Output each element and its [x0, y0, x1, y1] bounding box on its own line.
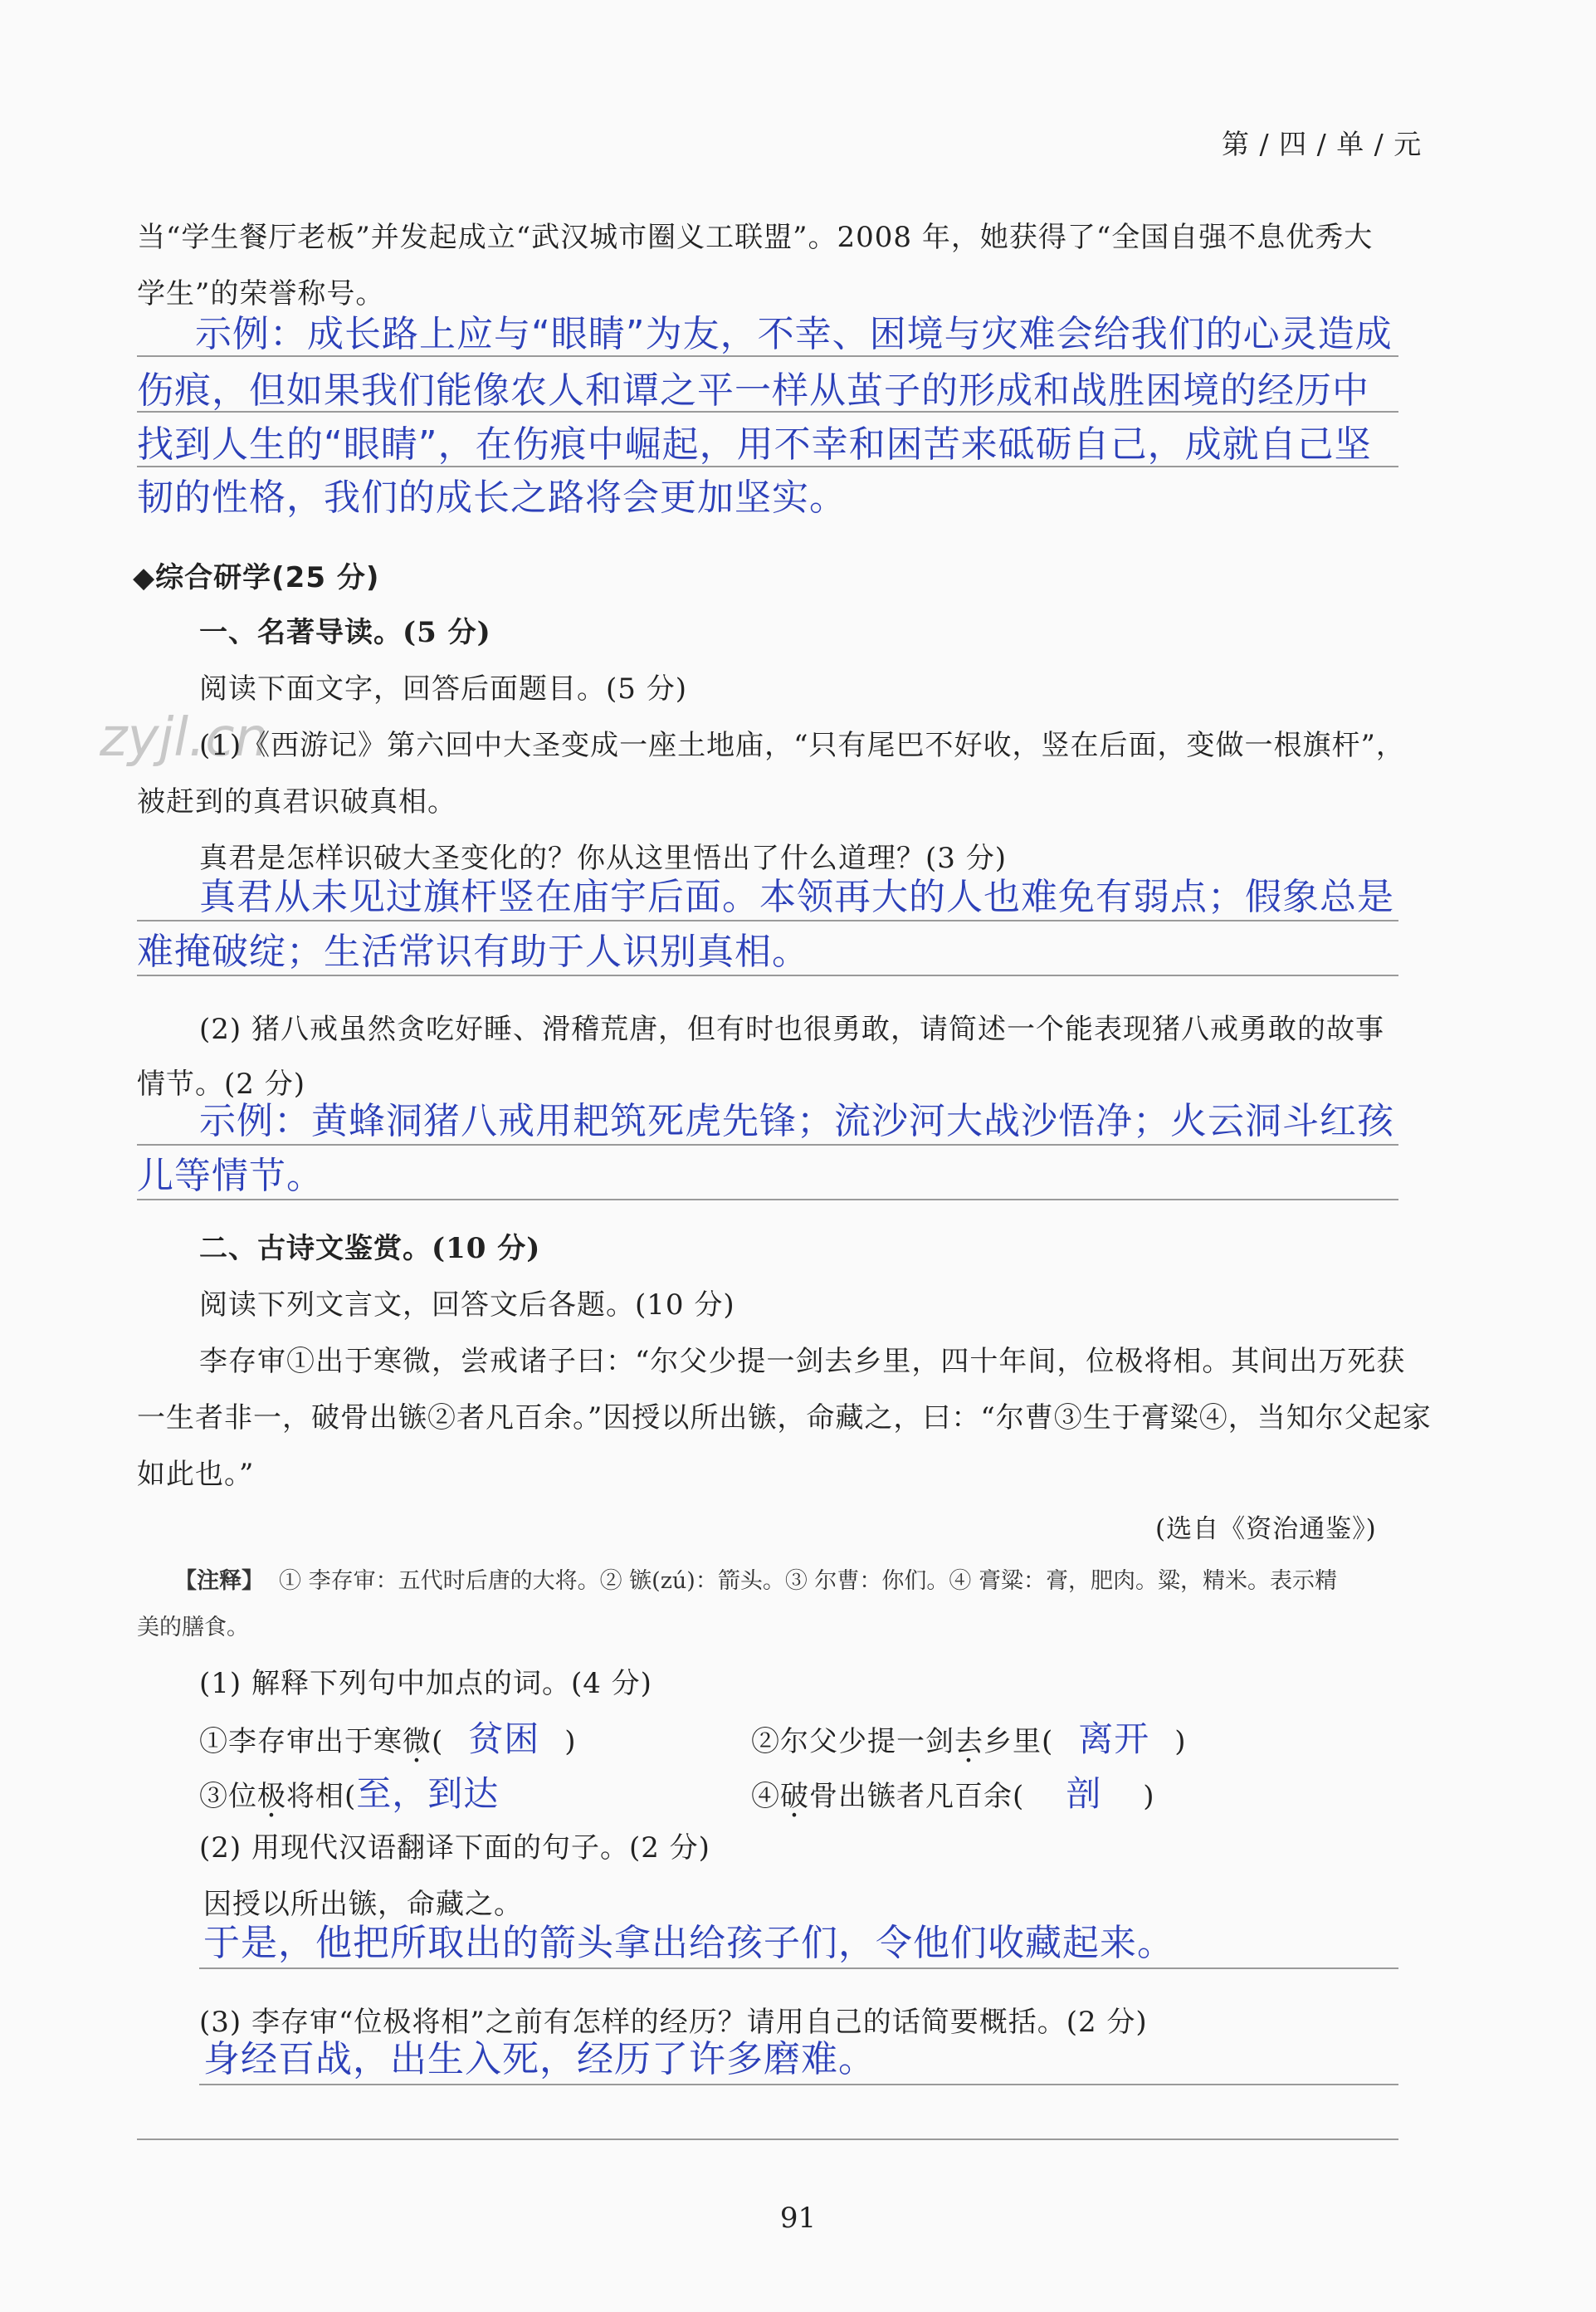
note-text: ① 李存审：五代时后唐的大将。② 镞(zú)：箭头。③ 尔曹：你们。④ 膏粱：膏，肥肉。粱，精米。表示精 [279, 1568, 1338, 1594]
answer1-line-2: 伤痕，但如果我们能像农人和谭之平一样从茧子的形成和战胜困境的经历中 [137, 369, 1369, 412]
answer-rule [137, 355, 1398, 357]
q1-item-b-post: 乡里( [983, 1725, 1054, 1758]
part1-q2-answer-line-2: 儿等情节。 [137, 1155, 324, 1197]
passage-line-1: 李存审①出于寒微，尝戒诸子曰：“尔父少提一剑去乡里，四十年间，位极将相。其间出万死获 [199, 1345, 1406, 1378]
passage-source: (选自《资治通鉴》) [1155, 1514, 1377, 1544]
part1-instruction: 阅读下面文字，回答后面题目。(5 分) [199, 672, 687, 706]
part2-instruction: 阅读下列文言文，回答文后各题。(10 分) [199, 1288, 735, 1322]
q1-item-b-dotted-word: 去 [954, 1725, 983, 1758]
part1-q1-answer-line-2: 难掩破绽；生活常识有助于人识别真相。 [137, 931, 809, 973]
part1-q1-question: 真君是怎样识破大圣变化的？你从这里悟出了什么道理？(3 分) [199, 842, 1007, 875]
part1-title: 一、名著导读。(5 分) [199, 616, 491, 649]
q1-item-a-dotted-word: 微 [403, 1725, 432, 1758]
section-title: ◆综合研学(25 分) [133, 561, 380, 594]
answer-rule [199, 2084, 1398, 2085]
q1-item-c [199, 1767, 499, 1816]
page-number: 91 [779, 2202, 817, 2235]
q1-item-b [751, 1712, 1187, 1762]
note-line-2: 美的膳食。 [137, 1615, 249, 1640]
part2-q1-title: (1) 解释下列句中加点的词。(4 分) [199, 1667, 652, 1700]
part1-q1-line-2: 被赶到的真君识破真相。 [137, 785, 456, 819]
note-line-1 [174, 1562, 1337, 1595]
q1-item-d [751, 1767, 1155, 1816]
answer1-line-3: 找到人生的“眼睛”，在伤痕中崛起，用不幸和困苦来砥砺自己，成就自己坚 [137, 423, 1372, 466]
q1-item-a-close: ) [564, 1725, 577, 1758]
part1-q2-line-2: 情节。(2 分) [137, 1068, 305, 1101]
part1-q2-answer-line-1: 示例：黄蜂洞猪八戒用耙筑死虎先锋；流沙河大战沙悟净；火云洞斗红孩 [199, 1100, 1394, 1142]
q1-item-d-close: ) [1143, 1780, 1155, 1813]
q1-item-a-open: ( [432, 1725, 444, 1758]
part1-q1-line-1: (1)《西游记》第六回中大圣变成一座土地庙，“只有尾巴不好收，竖在后面，变做一根旗杆”， [199, 729, 1405, 762]
part1-q1-answer-line-1: 真君从未见过旗杆竖在庙宇后面。本领再大的人也难免有弱点；假象总是 [199, 876, 1394, 918]
answer-rule [137, 1199, 1398, 1200]
part2-q3-title: (3) 李存审“位极将相”之前有怎样的经历？请用自己的话简要概括。(2 分) [199, 2006, 1148, 2039]
note-label: 【注释】 [174, 1568, 264, 1594]
q1-item-b-text: ②尔父少提一剑 [751, 1725, 954, 1758]
answer-rule [137, 411, 1398, 413]
part2-q2-title: (2) 用现代汉语翻译下面的句子。(2 分) [199, 1831, 710, 1865]
answer1-line-1: 示例：成长路上应与“眼睛”为友，不幸、困境与灾难会给我们的心灵造成 [195, 313, 1393, 355]
part2-q3-answer: 身经百战，出生入死，经历了许多磨难。 [203, 2038, 876, 2080]
answer1-line-4: 韧的性格，我们的成长之路将会更加坚实。 [137, 477, 847, 519]
q1-item-d-text: ④ [751, 1780, 780, 1813]
answer-rule [199, 1967, 1398, 1969]
intro-line-1: 当“学生餐厅老板”并发起成立“武汉城市圈义工联盟”。2008 年，她获得了“全国自强不息优秀大 [137, 221, 1374, 254]
q1-item-a-text: ①李存审出于寒 [199, 1725, 403, 1758]
watermark: zyjl.cn [100, 707, 269, 769]
part2-q2-sentence: 因授以所出镞，命藏之。 [203, 1888, 523, 1921]
q1-item-a-answer: 贫困 [468, 1718, 540, 1759]
answer-rule [137, 975, 1398, 976]
q1-item-c-post: 将相( [286, 1780, 357, 1813]
q1-item-b-close: ) [1174, 1725, 1187, 1758]
q1-item-a [199, 1712, 577, 1762]
q1-item-d-answer: 剖 [1066, 1773, 1102, 1814]
q1-item-d-dotted-word: 破 [780, 1780, 809, 1813]
q1-item-b-answer: 离开 [1078, 1718, 1150, 1759]
passage-line-2: 一生者非一，破骨出镞②者凡百余。”因授以所出镞，命藏之，曰：“尔曹③生于膏粱④，当知尔父起家 [137, 1401, 1432, 1435]
unit-header: 第 / 四 / 单 / 元 [1222, 128, 1423, 160]
answer-rule [137, 2138, 1398, 2140]
q1-item-d-post: 骨出镞者凡百余( [809, 1780, 1025, 1813]
passage-line-3: 如此也。” [137, 1458, 255, 1491]
q1-item-c-answer: 至，到达 [356, 1773, 500, 1814]
answer-rule [137, 1144, 1398, 1146]
q1-item-c-dotted-word: 极 [257, 1780, 286, 1813]
q1-item-c-text: ③位 [199, 1780, 257, 1813]
part2-title: 二、古诗文鉴赏。(10 分) [199, 1232, 541, 1265]
part1-q2-line-1: (2) 猪八戒虽然贪吃好睡、滑稽荒唐，但有时也很勇敢，请简述一个能表现猪八戒勇敢的故事 [199, 1013, 1384, 1046]
intro-line-2: 学生”的荣誉称号。 [137, 277, 385, 310]
part2-q2-answer: 于是，他把所取出的箭头拿出给孩子们，令他们收藏起来。 [203, 1922, 1174, 1964]
